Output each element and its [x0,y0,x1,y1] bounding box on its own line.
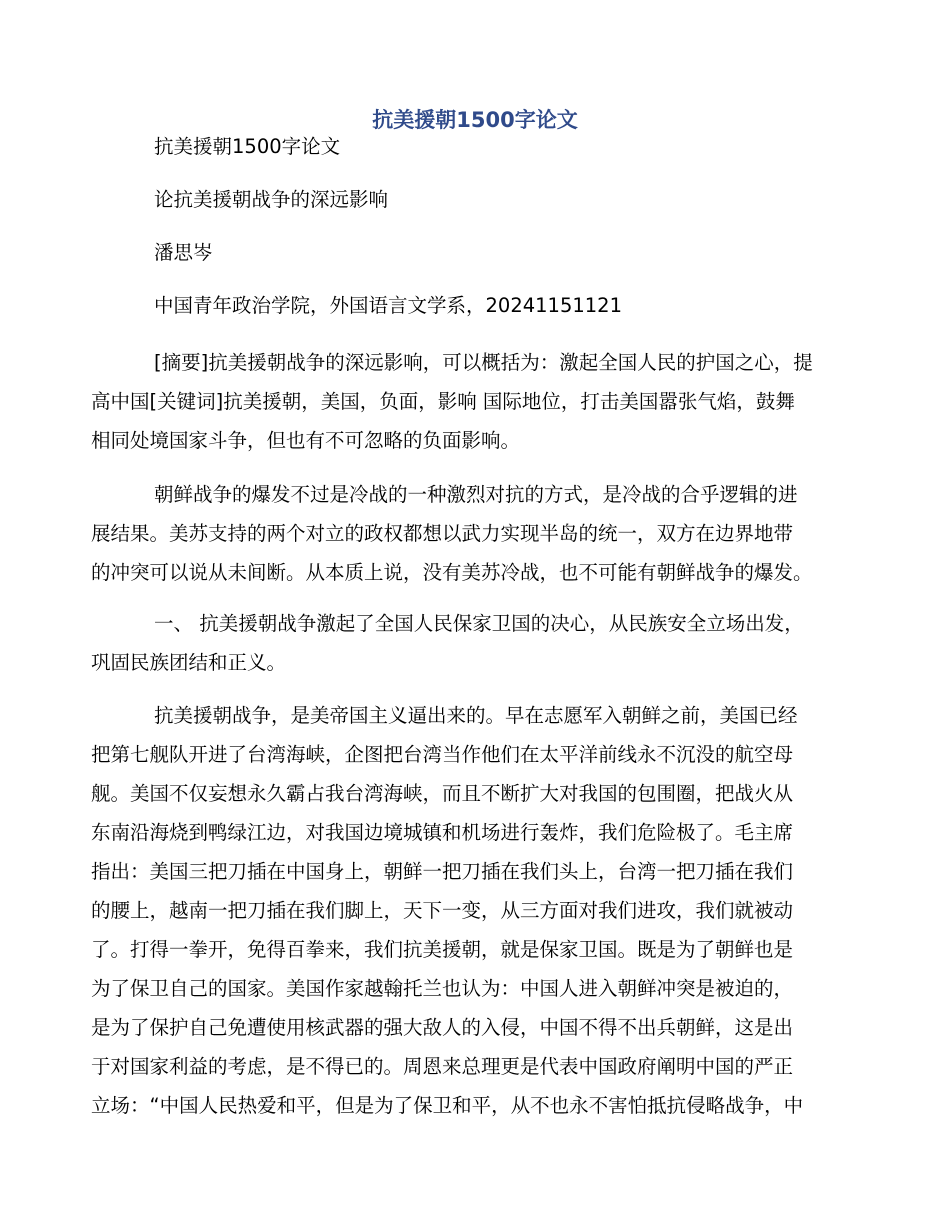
paragraph-line: 了。打得一拳开，免得百拳来，我们抗美援朝，就是保家卫国。既是为了朝鲜也是 [91,938,794,961]
body-paragraph [91,696,861,1125]
paragraph-line: 是为了保护自己免遭使用核武器的强大敌人的入侵，中国不得不出兵朝鲜，这是出 [91,1016,794,1039]
paragraph-line: 相同处境国家斗争，但也有不可忽略的负面影响。 [91,429,521,452]
paragraph-line: 于对国家利益的考虑，是不得已的。周恩来总理更是代表中国政府阐明中国的严正 [91,1055,794,1078]
section-heading-paragraph [91,604,861,682]
body-paragraph [91,475,861,592]
paragraph-line: 舰。美国不仅妄想永久霸占我台湾海峡，而且不断扩大对我国的包围圈，把战火从 [91,782,794,805]
paragraph-line: 一、 抗美援朝战争激起了全国人民保家卫国的决心，从民族安全立场出发， [154,612,804,635]
paragraph-line: 指出：美国三把刀插在中国身上，朝鲜一把刀插在我们头上，台湾一把刀插在我们 [91,860,794,883]
document-subtitle: 抗美援朝1500字论文 [154,135,341,158]
paragraph-line: [摘要]抗美援朝战争的深远影响，可以概括为：激起全国人民的护国之心，提 [154,351,813,374]
paragraph-line: 巩固民族团结和正义。 [91,651,287,674]
author-affiliation: 中国青年政治学院，外国语言文学系，20241151121 [154,294,622,317]
paragraph-line: 展结果。美苏支持的两个对立的政权都想以武力实现半岛的统一，双方在边界地带 [91,522,794,545]
paragraph-line: 立场：“中国人民热爱和平，但是为了保卫和平，从不也永不害怕抵抗侵略战争，中 [91,1094,804,1117]
paragraph-line: 的冲突可以说从未间断。从本质上说，没有美苏冷战，也不可能有朝鲜战争的爆发。 [91,561,813,584]
document-title: 抗美援朝1500字论文 [372,108,578,132]
paragraph-line: 高中国[关键词]抗美援朝，美国，负面，影响 国际地位，打击美国嚣张气焰，鼓舞 [91,390,795,413]
paragraph-line: 朝鲜战争的爆发不过是冷战的一种激烈对抗的方式，是冷战的合乎逻辑的进 [154,483,798,506]
essay-title: 论抗美援朝战争的深远影响 [154,188,389,211]
author-name: 潘思岑 [154,241,213,264]
paragraph-line: 为了保卫自己的国家。美国作家越翰托兰也认为：中国人进入朝鲜冲突是被迫的， [91,977,794,1000]
paragraph-line: 抗美援朝战争，是美帝国主义逼出来的。早在志愿军入朝鲜之前，美国已经 [154,704,798,727]
paragraph-line: 东南沿海烧到鸭绿江边，对我国边境城镇和机场进行轰炸，我们危险极了。毛主席 [91,821,794,844]
paragraph-line: 的腰上，越南一把刀插在我们脚上，天下一变，从三方面对我们进攻，我们就被动 [91,899,794,922]
paragraph-line: 把第七舰队开进了台湾海峡，企图把台湾当作他们在太平洋前线永不沉没的航空母 [91,743,794,766]
abstract-paragraph [91,343,861,460]
